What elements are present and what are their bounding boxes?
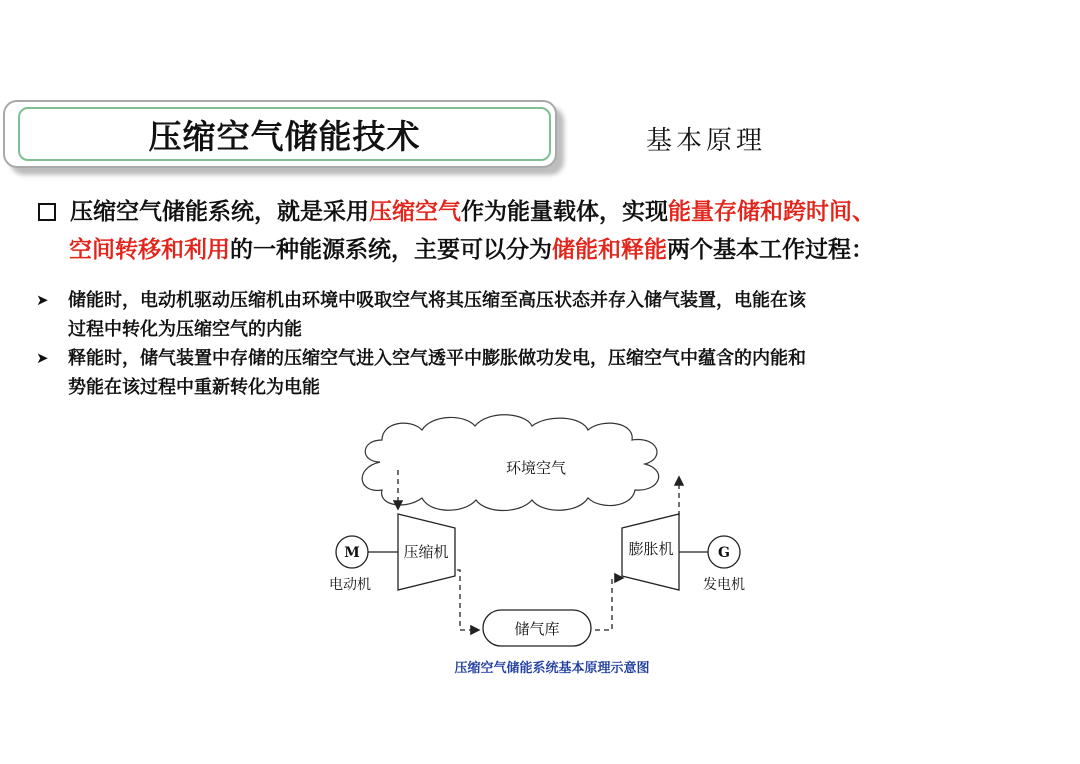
lead-seg: 两个基本工作过程： — [667, 237, 874, 263]
checkbox-square-icon — [38, 203, 56, 221]
arrow-bullet-icon: ➤ — [36, 349, 49, 367]
lead-highlight: 能量存储和跨时间、 — [668, 199, 875, 225]
bullet-line: 势能在该过程中重新转化为电能 — [68, 377, 320, 398]
list-item — [36, 344, 1036, 402]
lead-seg: 压缩空气储能系统，就是采用 — [70, 199, 369, 225]
storage-label: 储气库 — [514, 620, 560, 638]
lead-highlight: 空间转移和利用 — [69, 237, 230, 263]
bullet-line: 过程中转化为压缩空气的内能 — [68, 319, 302, 340]
slide-subtitle: 基本原理 — [646, 126, 767, 156]
bullet-line: 释能时，储气装置中存储的压缩空气进入空气透平中膨胀做功发电，压缩空气中蕴含的内能和 — [68, 348, 806, 369]
compressor-label: 压缩机 — [403, 543, 449, 561]
lead-seg: 作为能量载体，实现 — [461, 199, 668, 225]
arrow-bullet-icon: ➤ — [36, 291, 49, 309]
bullet-list — [36, 286, 1036, 402]
diagram-caption: 压缩空气储能系统基本原理示意图 — [454, 661, 650, 676]
list-item — [36, 286, 1036, 344]
lead-highlight: 储能和释能 — [552, 237, 667, 263]
cloud-label: 环境空气 — [506, 459, 567, 477]
generator-label: 发电机 — [703, 577, 745, 593]
title-box — [3, 100, 557, 168]
motor-label: 电动机 — [329, 577, 371, 593]
lead-line-2 — [38, 231, 1058, 269]
lead-seg: 的一种能源系统，主要可以分为 — [230, 237, 552, 263]
generator-symbol: G — [718, 545, 730, 561]
motor-symbol: M — [344, 545, 360, 561]
lead-paragraph — [38, 193, 1058, 269]
caes-diagram — [310, 410, 750, 685]
title-inner-frame — [18, 107, 551, 161]
lead-highlight: 压缩空气 — [369, 199, 461, 225]
bullet-line: 储能时，电动机驱动压缩机由环境中吸取空气将其压缩至高压状态并存入储气装置，电能在该 — [68, 290, 806, 311]
expander-label: 膨胀机 — [628, 540, 674, 558]
slide-title: 压缩空气储能技术 — [148, 116, 421, 156]
lead-line-1 — [38, 193, 1058, 231]
